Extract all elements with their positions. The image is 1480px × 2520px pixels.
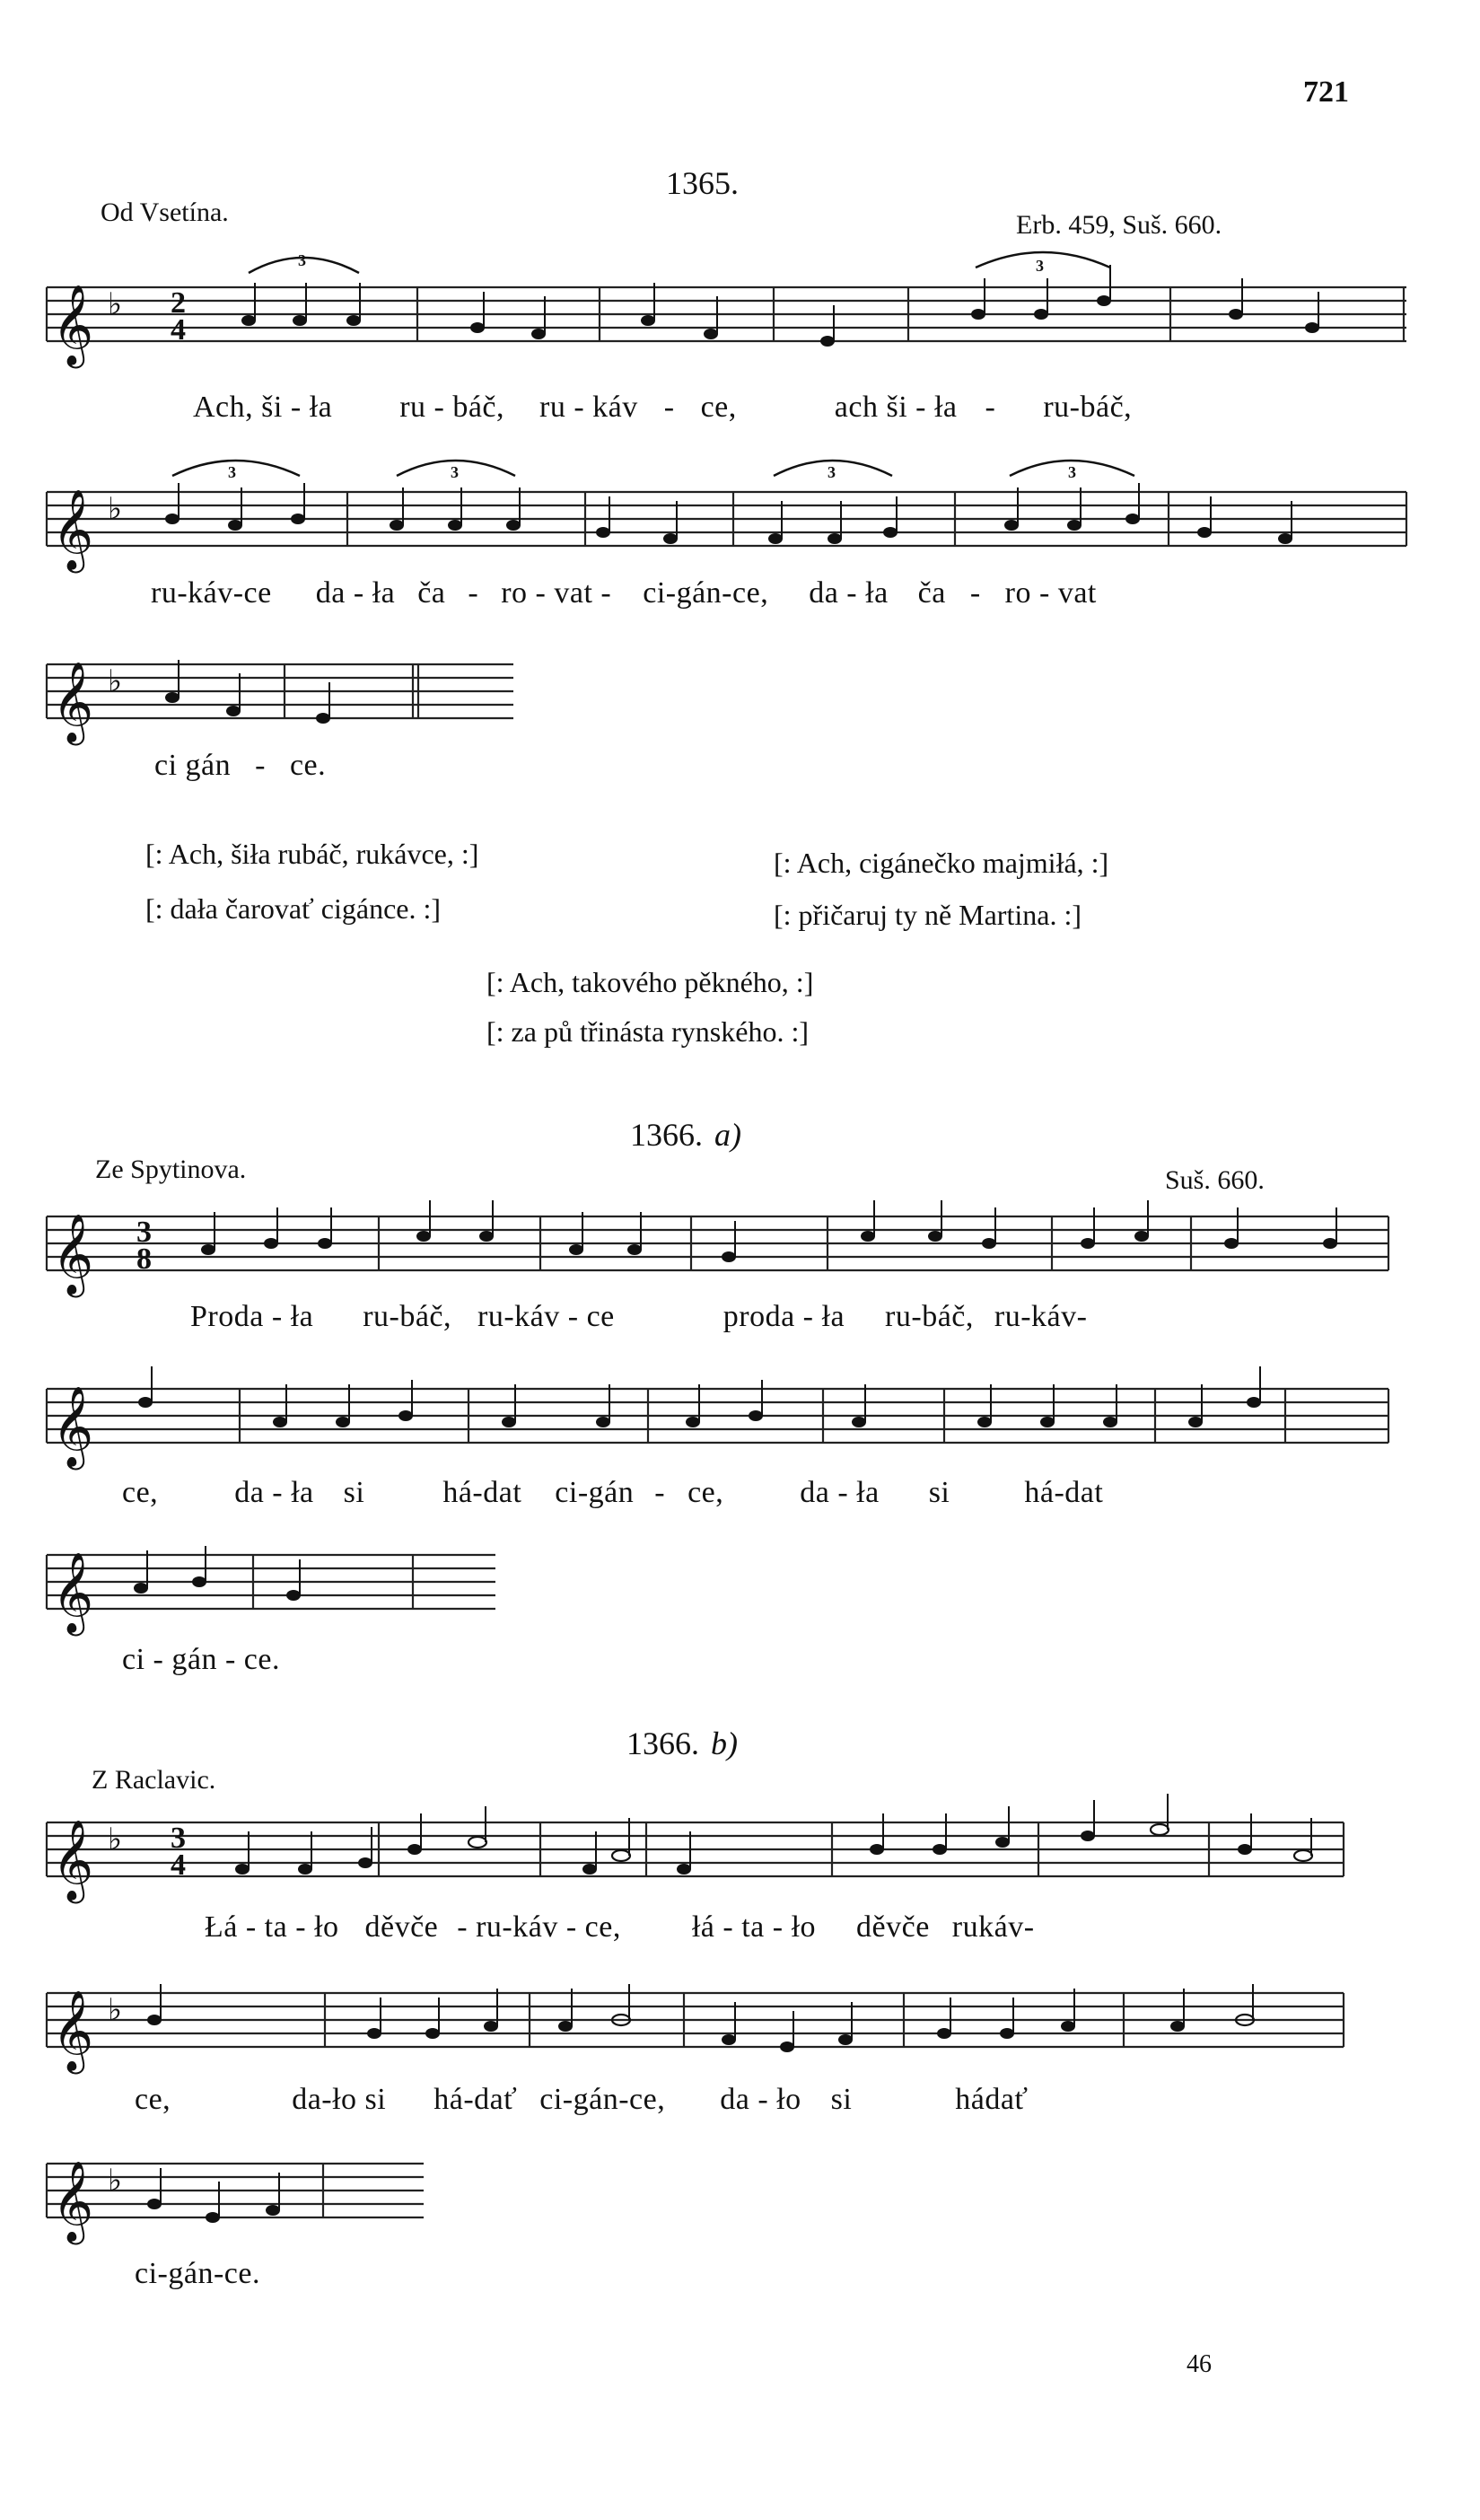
treble-clef-icon: 𝄞: [52, 1820, 94, 1901]
verse-line: [: za pů třinásta rynského. :]: [486, 1015, 809, 1048]
lyrics-line: Ach, ši - ła ru - báč, ru - káv - ce, ach ši - ła - ru-báč,: [193, 391, 1133, 424]
flat-icon: ♭: [108, 286, 123, 322]
svg-text:8: 8: [136, 1242, 152, 1276]
svg-text:3: 3: [1068, 463, 1076, 481]
svg-text:3: 3: [136, 1216, 152, 1249]
treble-clef-icon: 𝄞: [52, 489, 94, 570]
svg-text:3: 3: [228, 463, 236, 481]
song-reference: Suš. 660.: [1165, 1165, 1265, 1195]
verse-line: [: Ach, takového pěkného, :]: [486, 966, 814, 998]
lyrics-line: ce, da-ło si há-dať ci-gán-ce, da - ło si hádať: [135, 2083, 1029, 2116]
flat-icon: ♭: [108, 491, 123, 527]
music-staff: [38, 1207, 1420, 1297]
svg-text:4: 4: [171, 313, 186, 347]
footer-number: 46: [1187, 2350, 1212, 2378]
flat-icon: ♭: [108, 1992, 123, 2028]
treble-clef-icon: 𝄞: [52, 1386, 94, 1467]
svg-text:3: 3: [171, 1822, 186, 1855]
verse-line: [: Ach, šiła rubáč, rukávce, :]: [145, 838, 479, 870]
lyrics-line: ce, da - ła si há-dat ci-gán - ce, da - ła si há-dat: [122, 1476, 1104, 1509]
svg-text:3: 3: [828, 463, 836, 481]
music-staff: [38, 251, 1420, 368]
page-number: 721: [1303, 75, 1349, 109]
song-origin: Ze Spytinova.: [95, 1155, 247, 1184]
treble-clef-icon: 𝄞: [52, 1990, 94, 2071]
treble-clef-icon: 𝄞: [52, 285, 94, 365]
treble-clef-icon: 𝄞: [52, 1214, 94, 1295]
music-staff: [38, 1984, 1420, 2074]
music-staff: [38, 1380, 1420, 1470]
song-origin: Od Vsetína.: [101, 198, 229, 227]
song-origin: Z Raclavic.: [92, 1765, 216, 1795]
flat-icon: ♭: [108, 1822, 123, 1857]
flat-icon: ♭: [108, 663, 123, 699]
lyrics-line: ru-káv-ce da - ła ča - ro - vat - ci-gán-ce, da - ła ča - ro - vat: [151, 576, 1097, 610]
lyrics-line: Łá - ta - ło děvče - ru-káv - ce, łá - ta - ło děvče rukáv-: [205, 1910, 1035, 1944]
music-staff: [38, 655, 540, 745]
lyrics-line: Proda - ła ru-báč, ru-káv - ce proda - ła ru-báč, ru-káv-: [190, 1300, 1088, 1333]
music-staff: [38, 1813, 1420, 1903]
svg-text:3: 3: [298, 251, 306, 269]
music-staff: [38, 2155, 504, 2244]
svg-text:4: 4: [171, 1848, 186, 1882]
song-reference: Erb. 459, Suš. 660.: [1016, 210, 1222, 240]
treble-clef-icon: 𝄞: [52, 2161, 94, 2242]
treble-clef-icon: 𝄞: [52, 1552, 94, 1633]
verse-line: [: dała čarovať cigánce. :]: [145, 892, 442, 925]
verse-line: [: přičaruj ty ně Martina. :]: [774, 899, 1082, 931]
treble-clef-icon: 𝄞: [52, 662, 94, 742]
svg-text:2: 2: [171, 286, 186, 320]
svg-text:3: 3: [451, 463, 459, 481]
verse-line: [: Ach, cigánečko majmiłá, :]: [774, 847, 1109, 879]
lyrics-line: ci-gán-ce.: [135, 2257, 260, 2290]
lyrics-line: ci gán - ce.: [154, 749, 327, 782]
flat-icon: ♭: [108, 2163, 123, 2199]
music-staff: [38, 463, 1420, 573]
song-number: 1366. b): [626, 1725, 738, 1761]
lyrics-line: ci - gán - ce.: [122, 1643, 280, 1676]
svg-text:3: 3: [1036, 257, 1044, 275]
song-number: 1365.: [666, 165, 739, 201]
song-number: 1366. a): [630, 1117, 741, 1153]
music-staff: [38, 1546, 540, 1636]
